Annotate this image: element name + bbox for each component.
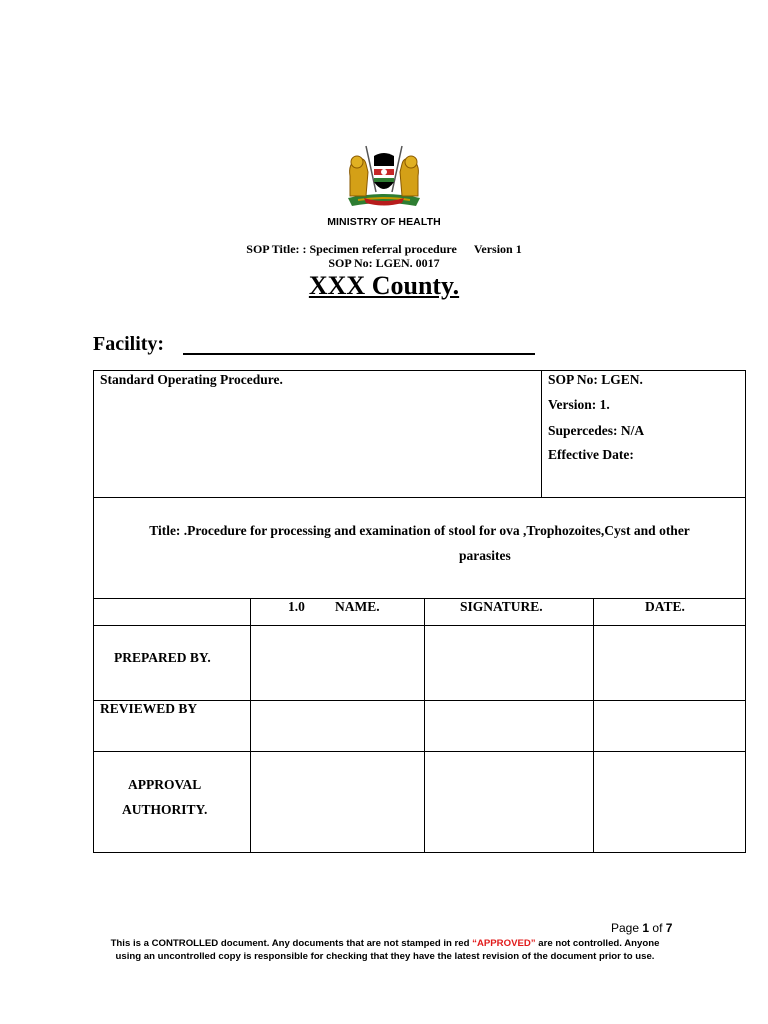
page-current: 1 [642,921,650,935]
column-number: 1.0 [288,599,305,614]
facility-label: Facility: [93,333,165,355]
meta-version: Version: 1. [548,397,610,412]
reviewed-signature-cell[interactable] [424,700,594,752]
column-name: NAME. [335,599,380,614]
meta-sop-no: SOP No: LGEN. [548,372,643,387]
reviewed-date-cell[interactable] [593,700,746,752]
coat-of-arms-logo [336,142,432,208]
meta-effective-date: Effective Date: [548,447,634,462]
approval-name-cell[interactable] [250,751,425,853]
page-of: of [652,921,663,935]
approval-label-line1: APPROVAL [128,777,202,792]
sop-label: Standard Operating Procedure. [100,372,283,387]
meta-supercedes: Supercedes: N/A [548,423,645,438]
notice-line2: using an uncontrolled copy is responsible for checking that they have the latest revision of the document prior to use. [115,951,655,962]
page-total: 7 [665,921,673,935]
ministry-name: MINISTRY OF HEALTH [327,216,441,228]
sop-label-cell [93,370,542,498]
prepared-date-cell[interactable] [593,625,746,701]
prepared-by-label: PREPARED BY. [114,650,211,665]
title-cell [93,497,746,599]
reviewed-by-label: REVIEWED BY [100,701,198,716]
page-word: Page [611,921,640,935]
column-signature: SIGNATURE. [460,599,543,614]
procedure-title-line1: Title: .Procedure for processing and examination of stool for ova ,Trophozoites,Cyst and other [149,523,690,538]
header-cell-blank [93,598,251,626]
sop-title: SOP Title: : Specimen referral procedure [246,242,457,256]
approval-label-line2: AUTHORITY. [122,802,208,817]
reviewed-name-cell[interactable] [250,700,425,752]
column-date: DATE. [645,599,685,614]
approved-stamp-text: “APPROVED” [472,938,536,949]
notice-part1: This is a CONTROLLED document. Any documents that are not stamped in red [110,938,473,949]
sop-version: Version 1 [473,242,522,256]
facility-blank-line[interactable] [183,353,535,355]
notice-part2: are not controlled. Anyone [535,938,660,949]
sop-title-line [0,242,768,257]
prepared-name-cell[interactable] [250,625,425,701]
prepared-signature-cell[interactable] [424,625,594,701]
page-indicator [611,921,672,935]
notice-line1 [40,937,730,950]
sop-number: SOP No: LGEN. 0017 [328,256,440,270]
county-title: XXX County. [308,271,460,300]
approval-signature-cell[interactable] [424,751,594,853]
procedure-title-line2: parasites [459,548,511,563]
approval-date-cell[interactable] [593,751,746,853]
controlled-document-notice [40,937,730,963]
